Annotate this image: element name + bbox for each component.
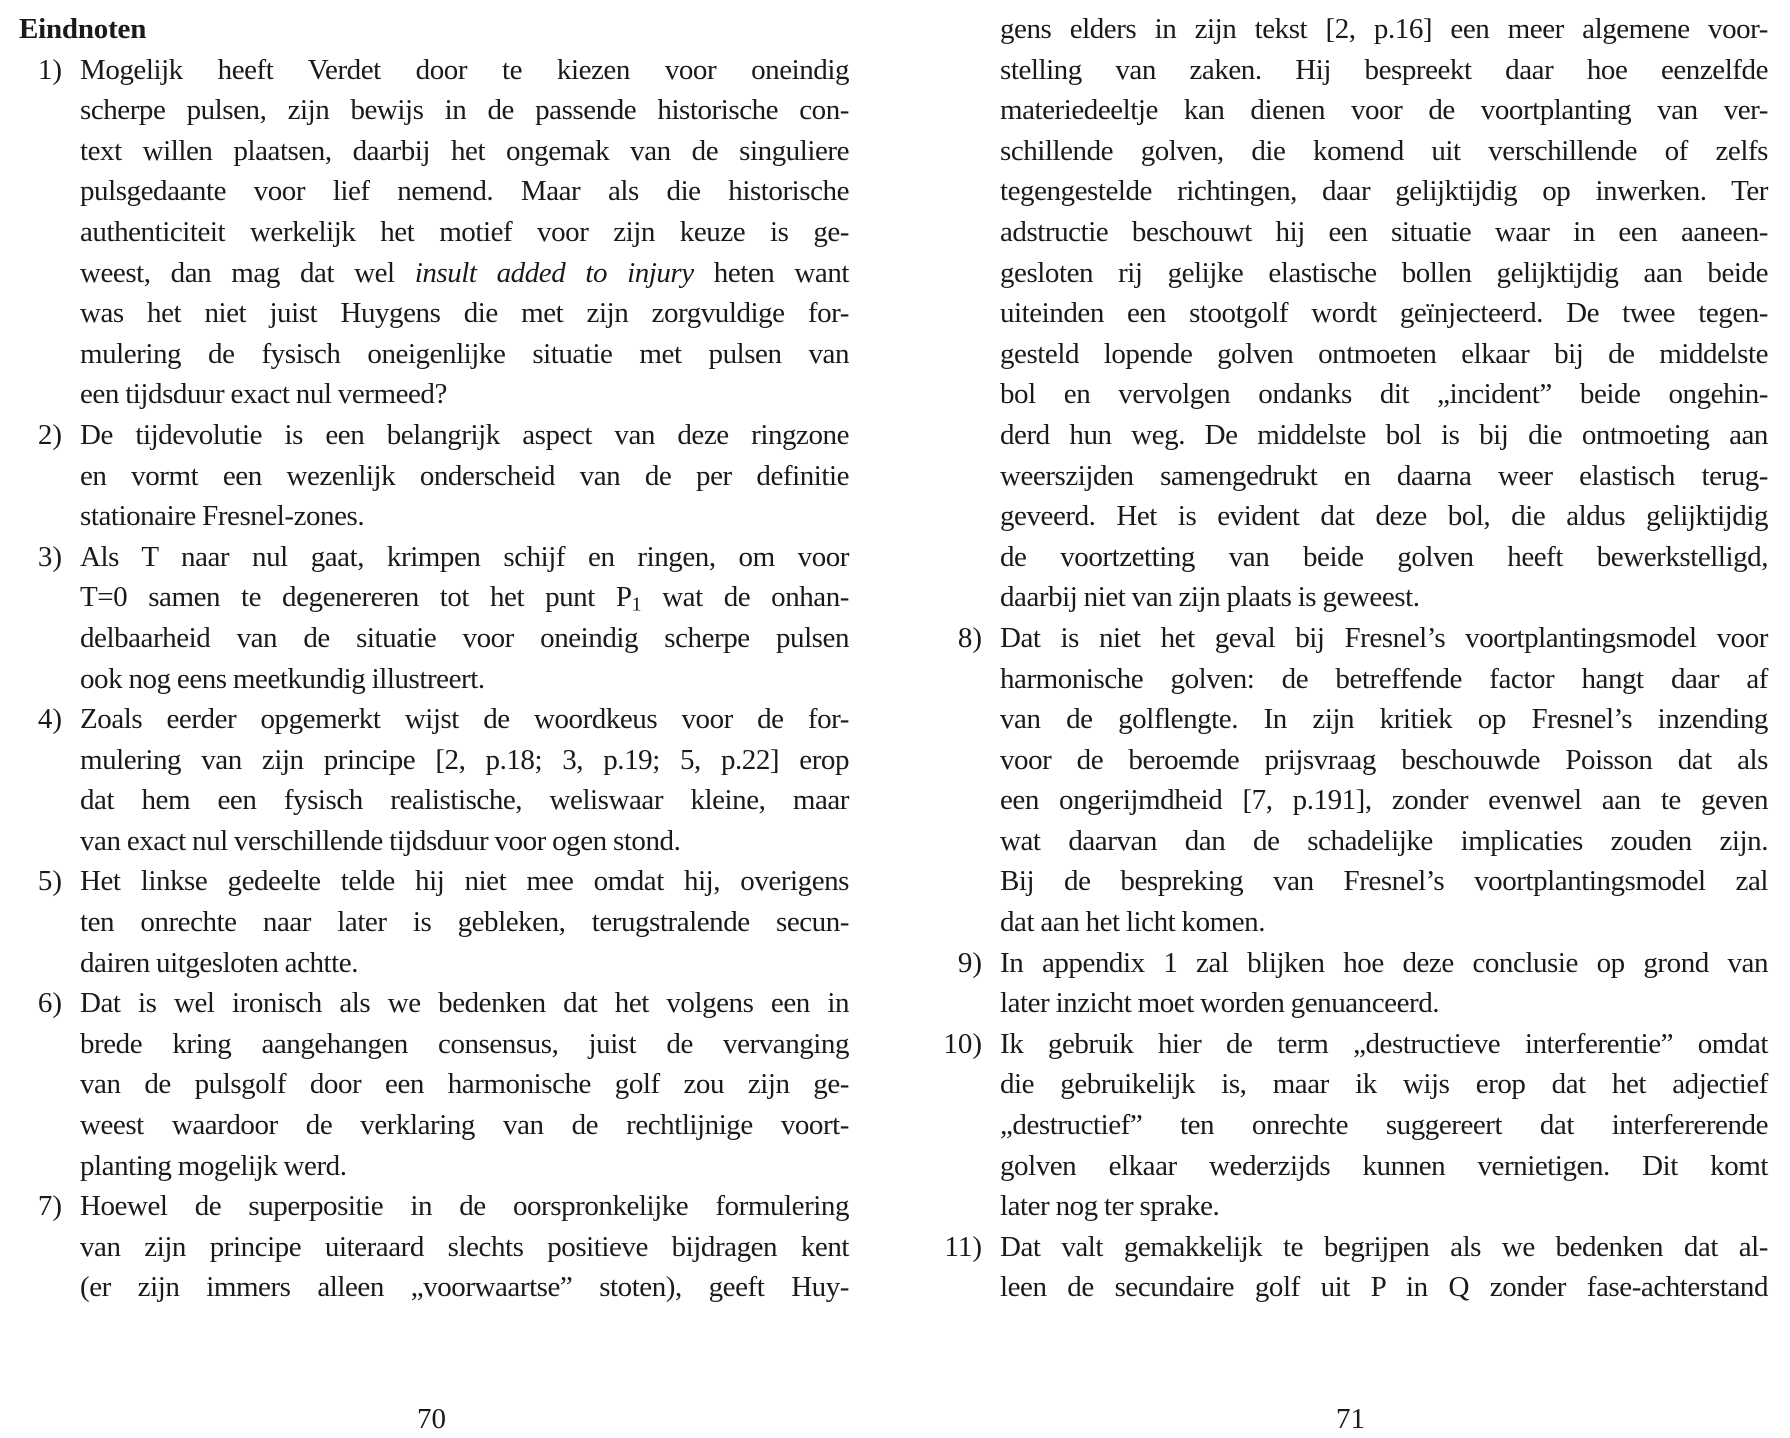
endnote-text: [1000, 943, 1768, 1024]
text-line: uiteinden een stootgolf wordt geïnjecteerd. De twee tegen-: [1000, 297, 1768, 330]
text-line: In appendix 1 zal blijken hoe deze conclusie op grond van: [1000, 946, 1768, 979]
italic-phrase: insult added to injury: [414, 256, 694, 289]
endnote-number: 9): [957, 946, 982, 979]
text-line: de voortzetting van beide golven heeft bewerkstelligd,: [1000, 540, 1768, 573]
text-line: authenticiteit werkelijk het motief voor zijn keuze is ge-: [80, 215, 849, 248]
text-line: derd hun weg. De middelste bol is bij die ontmoeting aan: [1000, 418, 1768, 451]
text-line: materiedeeltje kan dienen voor de voortplanting van ver-: [1000, 94, 1768, 127]
endnote-8: [920, 618, 1768, 943]
text-line: brede kring aangehangen consensus, juist de vervanging: [80, 1027, 849, 1060]
text-line: Het linkse gedeelte telde hij niet mee omdat hij, overigens: [80, 865, 849, 898]
text-line: pulsgedaante voor lief nemend. Maar als die historische: [80, 175, 849, 208]
text-line: later nog ter sprake.: [1000, 1190, 1220, 1223]
text-span: heten want: [693, 256, 849, 289]
text-line: delbaarheid van de situatie voor oneindig scherpe pulsen: [80, 621, 849, 654]
section-heading: Eindnoten: [19, 13, 147, 45]
text-line: dat hem een fysisch realistische, weliswaar kleine, maar: [80, 784, 849, 817]
text-line: weerszijden samengedrukt en daarna weer elastisch terug-: [1000, 459, 1768, 492]
text-line: Ik gebruik hier de term „destructieve interferentie” omdat: [1000, 1027, 1768, 1060]
text-line: Dat is wel ironisch als we bedenken dat het volgens een in: [80, 987, 849, 1020]
endnote-text: [62, 50, 849, 415]
right-page-column: [920, 9, 1768, 1308]
text-line: later inzicht moet worden genuanceerd.: [1000, 987, 1440, 1020]
text-line: gesteld lopende golven ontmoeten elkaar bij de middelste: [1000, 337, 1768, 370]
text-line: van de golflengte. In zijn kritiek op Fresnel’s inzending: [1000, 703, 1768, 736]
endnote-number: 6): [37, 987, 62, 1020]
text-line: tegengestelde richtingen, daar gelijktijdig op inwerken. Ter: [1000, 175, 1768, 208]
endnote-text: [1000, 1227, 1768, 1308]
text-line: golven elkaar wederzijds kunnen vernietigen. Dit komt: [1000, 1149, 1768, 1182]
endnote-6: [19, 983, 849, 1186]
endnote-text: [1000, 1024, 1768, 1227]
endnote-number: 8): [957, 621, 982, 654]
text-line: scherpe pulsen, zijn bewijs in de passende historische con-: [80, 94, 849, 127]
endnote-text: [62, 1186, 849, 1308]
endnote-number: 5): [37, 865, 62, 898]
page-number-right: 71: [1336, 1403, 1365, 1435]
endnote-9: [920, 943, 1768, 1024]
endnote-text: [62, 983, 849, 1186]
text-line: ten onrechte naar later is gebleken, terugstralende secun-: [80, 906, 849, 939]
text-line: dairen uitgesloten achtte.: [80, 946, 358, 979]
text-line: [80, 577, 849, 618]
text-line: van exact nul verschillende tijdsduur voor ogen stond.: [80, 824, 681, 857]
text-line: daarbij niet van zijn plaats is geweest.: [1000, 581, 1420, 614]
text-line: voor de beroemde prijsvraag beschouwde Poisson dat als: [1000, 743, 1768, 776]
text-line: van zijn principe uiteraard slechts positieve bijdragen kent: [80, 1230, 849, 1263]
endnote-text: [1000, 9, 1768, 618]
text-line: stationaire Fresnel-zones.: [80, 500, 365, 533]
text-line: harmonische golven: de betreffende factor hangt daar af: [1000, 662, 1768, 695]
text-line: mulering van zijn principe [2, p.18; 3, p.19; 5, p.22] erop: [80, 743, 849, 776]
endnote-number: 2): [37, 418, 62, 451]
text-line: bol en vervolgen ondanks dit „incident” beide ongehin-: [1000, 378, 1768, 411]
endnote-text: [1000, 618, 1768, 943]
text-span: wat de onhan-: [641, 581, 849, 614]
text-line: leen de secundaire golf uit P in Q zonder fase-achterstand: [1000, 1271, 1768, 1304]
text-line: geveerd. Het is evident dat deze bol, die aldus gelijktijdig: [1000, 500, 1768, 533]
text-line: een ongerijmdheid [7, p.191], zonder evenwel aan te geven: [1000, 784, 1768, 817]
endnote-text: [62, 699, 849, 861]
subscript: 1: [631, 593, 642, 616]
text-line: adstructie beschouwt hij een situatie waar in een aaneen-: [1000, 215, 1768, 248]
endnote-2: [19, 415, 849, 537]
endnote-10: [920, 1024, 1768, 1227]
text-line: van de pulsgolf door een harmonische golf zou zijn ge-: [80, 1068, 849, 1101]
endnote-number: 7): [37, 1190, 62, 1223]
endnote-11: [920, 1227, 1768, 1308]
endnote-number: 10): [943, 1027, 982, 1060]
text-line: en vormt een wezenlijk onderscheid van de per definitie: [80, 459, 849, 492]
endnote-7-continuation: [920, 9, 1768, 618]
text-line: [80, 253, 849, 294]
endnote-text: [62, 861, 849, 983]
text-line: Bij de bespreking van Fresnel’s voortplantingsmodel zal: [1000, 865, 1768, 898]
page-number-left: 70: [417, 1403, 446, 1435]
text-line: stelling van zaken. Hij bespreekt daar hoe eenzelfde: [1000, 53, 1768, 86]
text-line: Dat is niet het geval bij Fresnel’s voortplantingsmodel voor: [1000, 621, 1768, 654]
text-line: die gebruikelijk is, maar ik wijs erop dat het adjectief: [1000, 1068, 1768, 1101]
text-line: gens elders in zijn tekst [2, p.16] een meer algemene voor-: [1000, 13, 1768, 45]
text-line: dat aan het licht komen.: [1000, 906, 1266, 939]
endnote-text: [62, 415, 849, 537]
endnote-5: [19, 861, 849, 983]
endnote-number: 4): [37, 703, 62, 736]
text-line: Hoewel de superpositie in de oorspronkelijke formulering: [80, 1190, 849, 1223]
endnote-text: [62, 537, 849, 699]
left-page-column: [19, 9, 849, 1308]
text-line: ook nog eens meetkundig illustreert.: [80, 662, 485, 695]
text-line: „destructief” ten onrechte suggereert dat interfererende: [1000, 1109, 1768, 1142]
endnote-number: 3): [37, 540, 62, 573]
endnote-number: 1): [37, 53, 62, 86]
text-line: (er zijn immers alleen „voorwaartse” stoten), geeft Huy-: [80, 1271, 849, 1304]
text-span: weest, dan mag dat wel: [80, 256, 415, 289]
text-line: schillende golven, die komend uit verschillende of zelfs: [1000, 134, 1768, 167]
text-line: Mogelijk heeft Verdet door te kiezen voor oneindig: [80, 53, 849, 86]
text-line: mulering de fysisch oneigenlijke situatie met pulsen van: [80, 337, 849, 370]
text-line: een tijdsduur exact nul vermeed?: [80, 378, 447, 411]
text-line: Als T naar nul gaat, krimpen schijf en ringen, om voor: [80, 540, 849, 573]
text-line: Dat valt gemakkelijk te begrijpen als we bedenken dat al-: [1000, 1230, 1768, 1263]
endnote-7: [19, 1186, 849, 1308]
text-line: De tijdevolutie is een belangrijk aspect van deze ringzone: [80, 418, 849, 451]
text-line: weest waardoor de verklaring van de rechtlijnige voort-: [80, 1109, 849, 1142]
endnote-1: [19, 50, 849, 415]
text-line: text willen plaatsen, daarbij het ongemak van de singuliere: [80, 134, 849, 167]
endnote-3: [19, 537, 849, 699]
text-line: wat daarvan dan de schadelijke implicaties zouden zijn.: [1000, 824, 1768, 857]
text-line: planting mogelijk werd.: [80, 1149, 347, 1182]
text-line: Zoals eerder opgemerkt wijst de woordkeus voor de for-: [80, 703, 849, 736]
endnote-4: [19, 699, 849, 861]
endnote-number: 11): [944, 1230, 982, 1263]
text-line: was het niet juist Huygens die met zijn zorgvuldige for-: [80, 297, 849, 330]
text-line: gesloten rij gelijke elastische bollen gelijktijdig aan beide: [1000, 256, 1768, 289]
text-span: T=0 samen te degenereren tot het punt P: [80, 581, 632, 614]
